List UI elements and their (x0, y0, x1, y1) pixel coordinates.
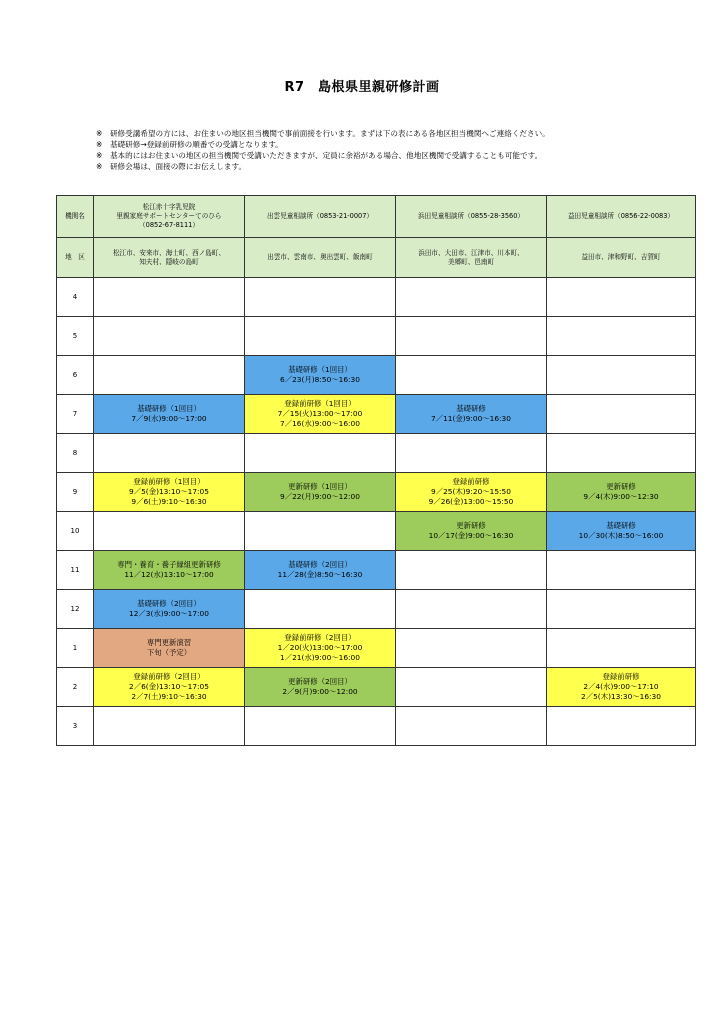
table-row (57, 317, 696, 356)
cell-line: 基礎研修（1回目） (137, 404, 201, 413)
empty-cell (547, 590, 696, 629)
training-event-cell (396, 395, 547, 434)
cell-line: 9／22(月)9:00～12:00 (280, 492, 360, 501)
cell-line: 1／20(火)13:00～17:00 (277, 643, 363, 652)
month-cell: 9 (57, 473, 94, 512)
training-event-cell (396, 512, 547, 551)
empty-cell (94, 317, 245, 356)
cell-line: 登録前研修（1回目） (133, 477, 205, 486)
cell-line: 登録前研修 (452, 477, 490, 486)
schedule-table (56, 195, 696, 746)
training-event-cell (245, 395, 396, 434)
cell-line: 出雲市、雲南市、奥出雲町、飯南町 (267, 253, 373, 261)
cell-line: 松江赤十字乳児院 (142, 203, 196, 211)
cell-line: 登録前研修（2回目） (284, 633, 356, 642)
org-row-cell (245, 196, 396, 238)
cell-line: 2／7(土)9:10～16:30 (131, 692, 207, 701)
table-row (57, 473, 696, 512)
cell-line: 9／5(金)13:10～17:05 (129, 487, 209, 496)
empty-cell (245, 590, 396, 629)
month-cell: 7 (57, 395, 94, 434)
empty-cell (94, 356, 245, 395)
cell-line: 基礎研修（2回目） (288, 560, 352, 569)
cell-line: 下旬（予定） (146, 648, 192, 657)
cell-line: 7／16(水)9:00～16:00 (280, 419, 360, 428)
cell-line: 2／6(金)13:10～17:05 (129, 682, 209, 691)
area-row-cell (245, 238, 396, 278)
empty-cell (396, 629, 547, 668)
cell-line: 益田市、津和野町、吉賀町 (581, 253, 661, 261)
table-row (57, 707, 696, 746)
note-line: ※ 研修受講希望の方には、お住まいの地区担当機関で事前面接を行います。まずは下の表にある各地区担当機関へご連絡ください。 (96, 129, 550, 138)
cell-line: 益田児童相談所（0856-22-0083） (567, 212, 675, 220)
training-event-cell (94, 473, 245, 512)
training-event-cell (396, 473, 547, 512)
empty-cell (547, 395, 696, 434)
cell-line: 登録前研修（1回目） (284, 399, 356, 408)
empty-cell (396, 551, 547, 590)
org-row (57, 196, 696, 238)
table-row (57, 551, 696, 590)
training-event-cell (94, 629, 245, 668)
org-row-cell (547, 196, 696, 238)
cell-line: 更新研修 (606, 482, 636, 491)
area-row-cell (94, 238, 245, 278)
cell-line: 浜田児童相談所（0855-28-3560） (417, 212, 525, 220)
note-line: ※ 基礎研修→登録前研修の順番での受講となります。 (96, 140, 283, 149)
area-row-label: 地 区 (57, 238, 94, 278)
month-cell: 10 (57, 512, 94, 551)
empty-cell (547, 278, 696, 317)
org-row-cell (396, 196, 547, 238)
table-row (57, 668, 696, 707)
cell-line: 専門・養育・養子縁組更新研修 (117, 560, 221, 569)
cell-line: 出雲児童相談所（0853-21-0007） (266, 212, 374, 220)
table-row (57, 395, 696, 434)
month-cell: 1 (57, 629, 94, 668)
training-event-cell (245, 668, 396, 707)
cell-line: 更新研修 (456, 521, 486, 530)
training-event-cell (547, 473, 696, 512)
empty-cell (94, 434, 245, 473)
cell-line: 2／4(水)9:00～17:10 (583, 682, 659, 691)
training-event-cell (245, 356, 396, 395)
cell-line: 更新研修（2回目） (288, 677, 352, 686)
cell-line: 7／9(水)9:00～17:00 (131, 414, 207, 423)
table-row (57, 356, 696, 395)
empty-cell (547, 356, 696, 395)
empty-cell (547, 434, 696, 473)
empty-cell (396, 317, 547, 356)
month-cell: 12 (57, 590, 94, 629)
cell-line: 美郷町、邑南町 (447, 257, 495, 266)
cell-line: 10／17(金)9:00～16:30 (428, 531, 514, 540)
training-event-cell (547, 668, 696, 707)
cell-line: 2／9(月)9:00～12:00 (282, 687, 358, 696)
cell-line: 11／12(水)13:10～17:00 (124, 570, 214, 579)
table-row (57, 512, 696, 551)
training-event-cell (94, 668, 245, 707)
month-cell: 6 (57, 356, 94, 395)
cell-line: 6／23(月)8:50～16:30 (280, 375, 360, 384)
month-cell: 2 (57, 668, 94, 707)
month-cell: 11 (57, 551, 94, 590)
table-row (57, 278, 696, 317)
cell-line: 更新研修（1回目） (288, 482, 352, 491)
empty-cell (94, 512, 245, 551)
empty-cell (245, 434, 396, 473)
cell-line: 基礎研修（1回目） (288, 365, 352, 374)
notes (96, 128, 550, 172)
table-row (57, 434, 696, 473)
empty-cell (547, 317, 696, 356)
area-row-cell (396, 238, 547, 278)
empty-cell (245, 512, 396, 551)
empty-cell (396, 707, 547, 746)
cell-line: 9／6(土)9:10～16:30 (131, 497, 207, 506)
training-event-cell (94, 551, 245, 590)
cell-line: （0852-67-8111） (139, 221, 199, 229)
org-row-cell (94, 196, 245, 238)
empty-cell (396, 668, 547, 707)
empty-cell (396, 278, 547, 317)
note-line: ※ 基本的にはお住まいの地区の担当機関で受講いただきますが、定員に余裕がある場合、他地区機関で受講することも可能です。 (96, 151, 543, 160)
cell-line: 12／3(水)9:00～17:00 (129, 609, 209, 618)
month-cell: 8 (57, 434, 94, 473)
org-row-label: 機関名 (57, 196, 94, 238)
empty-cell (94, 278, 245, 317)
table-row (57, 590, 696, 629)
cell-line: 1／21(水)9:00～16:00 (280, 653, 360, 662)
cell-line: 知夫村、隠岐の島町 (139, 257, 199, 266)
empty-cell (547, 707, 696, 746)
cell-line: 登録前研修 (602, 672, 640, 681)
cell-line: 登録前研修（2回目） (133, 672, 205, 681)
empty-cell (547, 629, 696, 668)
cell-line: 里親家庭サポートセンターてのひら (116, 212, 222, 220)
cell-line: 9／26(金)13:00～15:50 (428, 497, 514, 506)
table-row (57, 629, 696, 668)
note-line: ※ 研修会場は、面接の際にお伝えします。 (96, 162, 247, 171)
cell-line: 浜田市、大田市、江津市、川本町、 (418, 248, 524, 257)
empty-cell (245, 707, 396, 746)
month-cell: 4 (57, 278, 94, 317)
month-cell: 5 (57, 317, 94, 356)
cell-line: 10／30(木)8:50～16:00 (578, 531, 664, 540)
cell-line: 7／11(金)9:00～16:30 (431, 414, 511, 423)
empty-cell (547, 551, 696, 590)
cell-line: 基礎研修 (456, 404, 486, 413)
cell-line: 9／4(木)9:00～12:30 (583, 492, 659, 501)
training-event-cell (547, 512, 696, 551)
empty-cell (94, 707, 245, 746)
cell-line: 基礎研修（2回目） (137, 599, 201, 608)
cell-line: 基礎研修 (606, 521, 636, 530)
training-event-cell (94, 395, 245, 434)
training-event-cell (245, 629, 396, 668)
area-row-cell (547, 238, 696, 278)
empty-cell (396, 590, 547, 629)
training-event-cell (94, 590, 245, 629)
cell-line: 7／15(火)13:00～17:00 (277, 409, 363, 418)
month-cell: 3 (57, 707, 94, 746)
empty-cell (396, 434, 547, 473)
cell-line: 9／25(木)9:20～15:50 (431, 487, 511, 496)
empty-cell (396, 356, 547, 395)
cell-line: 2／5(木)13:30～16:30 (581, 692, 661, 701)
training-event-cell (245, 551, 396, 590)
area-row (57, 238, 696, 278)
cell-line: 専門更新演習 (146, 638, 192, 647)
cell-line: 松江市、安来市、海士町、西ノ島町、 (112, 248, 226, 257)
page-title: R7 島根県里親研修計画 (284, 80, 440, 95)
cell-line: 11／28(金)8:50～16:30 (277, 570, 363, 579)
empty-cell (245, 278, 396, 317)
training-event-cell (245, 473, 396, 512)
empty-cell (245, 317, 396, 356)
